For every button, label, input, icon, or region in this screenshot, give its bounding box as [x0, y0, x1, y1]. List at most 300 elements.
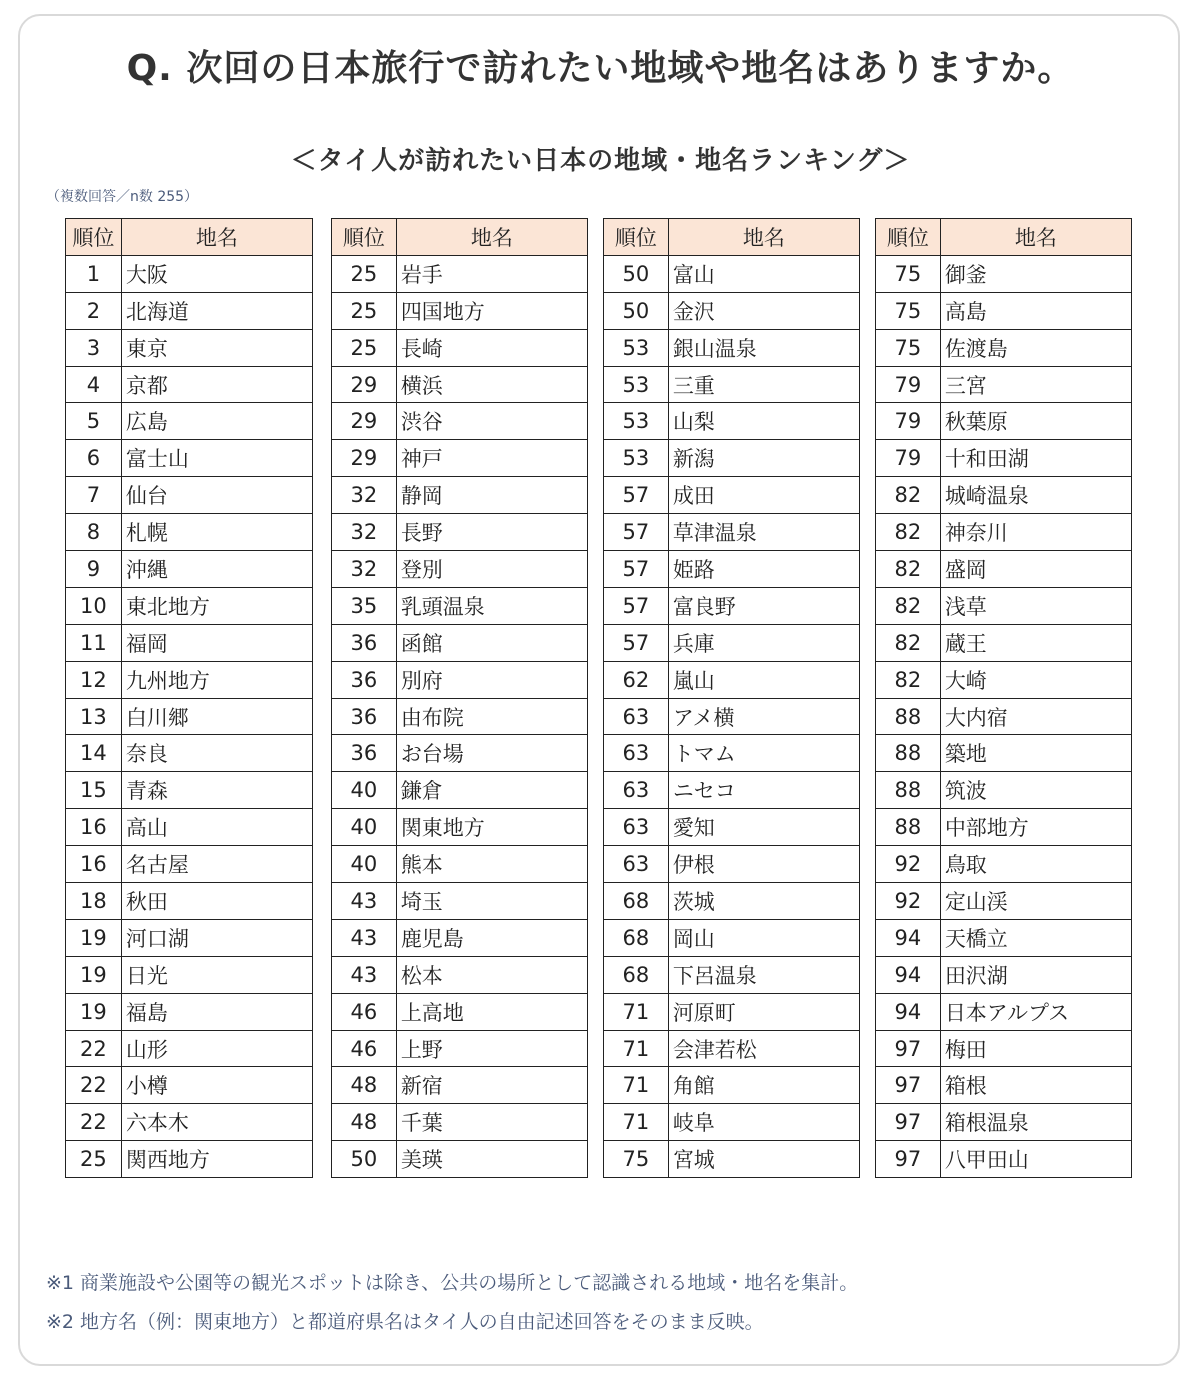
rank-cell: 75: [604, 1141, 669, 1178]
table-row: [604, 661, 860, 698]
table-row: [332, 919, 588, 956]
place-cell: 高山: [121, 809, 312, 846]
table-row: [332, 698, 588, 735]
rank-cell: 19: [66, 956, 122, 993]
place-cell: 神戸: [396, 440, 587, 477]
rank-cell: 53: [604, 403, 669, 440]
rank-cell: 63: [604, 846, 669, 883]
rank-cell: 71: [604, 993, 669, 1030]
rank-cell: 57: [604, 551, 669, 588]
table-row: [876, 329, 1132, 366]
table-row: [66, 919, 313, 956]
place-cell: 静岡: [396, 477, 587, 514]
place-cell: 嵐山: [668, 661, 859, 698]
table-row: [66, 624, 313, 661]
place-cell: 横浜: [396, 366, 587, 403]
table-row: [332, 772, 588, 809]
table-row: [604, 403, 860, 440]
table-row: [332, 292, 588, 329]
place-cell: 鳥取: [940, 846, 1131, 883]
place-cell: 銀山温泉: [668, 329, 859, 366]
table-row: [604, 551, 860, 588]
table-row: [876, 292, 1132, 329]
place-cell: 大内宿: [940, 698, 1131, 735]
rank-cell: 35: [332, 587, 397, 624]
rank-cell: 75: [876, 292, 941, 329]
place-cell: 鹿児島: [396, 919, 587, 956]
rank-cell: 29: [332, 440, 397, 477]
table-row: [66, 440, 313, 477]
place-cell: 四国地方: [396, 292, 587, 329]
rank-cell: 79: [876, 366, 941, 403]
place-cell: 草津温泉: [668, 514, 859, 551]
rank-cell: 68: [604, 956, 669, 993]
place-cell: 八甲田山: [940, 1141, 1131, 1178]
place-cell: 由布院: [396, 698, 587, 735]
rank-cell: 82: [876, 551, 941, 588]
place-cell: 松本: [396, 956, 587, 993]
table-row: [604, 292, 860, 329]
rank-cell: 36: [332, 624, 397, 661]
place-header: 地名: [121, 219, 312, 256]
rank-cell: 57: [604, 587, 669, 624]
ranking-table-3: [603, 218, 860, 1178]
place-cell: 河原町: [668, 993, 859, 1030]
table-row: [876, 698, 1132, 735]
table-row: [66, 587, 313, 624]
table-row: [66, 993, 313, 1030]
rank-cell: 1: [66, 255, 122, 292]
table-row: [332, 329, 588, 366]
rank-cell: 46: [332, 1030, 397, 1067]
rank-cell: 53: [604, 329, 669, 366]
table-row: [876, 440, 1132, 477]
place-cell: 名古屋: [121, 846, 312, 883]
place-cell: 大崎: [940, 661, 1131, 698]
place-cell: 高島: [940, 292, 1131, 329]
place-cell: 金沢: [668, 292, 859, 329]
table-row: [332, 661, 588, 698]
table-row: [332, 366, 588, 403]
rank-cell: 53: [604, 366, 669, 403]
rank-cell: 97: [876, 1030, 941, 1067]
table-row: [876, 551, 1132, 588]
rank-cell: 43: [332, 956, 397, 993]
place-cell: 東北地方: [121, 587, 312, 624]
place-cell: 会津若松: [668, 1030, 859, 1067]
place-cell: 関東地方: [396, 809, 587, 846]
place-cell: 河口湖: [121, 919, 312, 956]
place-cell: 築地: [940, 735, 1131, 772]
place-cell: 神奈川: [940, 514, 1131, 551]
rank-cell: 8: [66, 514, 122, 551]
rank-cell: 82: [876, 661, 941, 698]
rank-cell: 40: [332, 772, 397, 809]
rank-cell: 63: [604, 772, 669, 809]
table-row: [604, 846, 860, 883]
table-row: [66, 698, 313, 735]
table-row: [876, 1141, 1132, 1178]
table-row: [332, 255, 588, 292]
place-cell: 関西地方: [121, 1141, 312, 1178]
place-cell: 六本木: [121, 1104, 312, 1141]
place-cell: 長野: [396, 514, 587, 551]
place-cell: 御釜: [940, 255, 1131, 292]
rank-cell: 2: [66, 292, 122, 329]
rank-cell: 82: [876, 477, 941, 514]
place-cell: 角館: [668, 1067, 859, 1104]
place-cell: 仙台: [121, 477, 312, 514]
table-row: [66, 403, 313, 440]
place-cell: 茨城: [668, 883, 859, 920]
rank-header: 順位: [332, 219, 397, 256]
rank-cell: 50: [332, 1141, 397, 1178]
rank-cell: 25: [66, 1141, 122, 1178]
table-header-row: [332, 219, 588, 256]
table-row: [332, 1141, 588, 1178]
table-row: [66, 477, 313, 514]
place-cell: 九州地方: [121, 661, 312, 698]
rank-cell: 15: [66, 772, 122, 809]
table-row: [66, 883, 313, 920]
table-row: [876, 1067, 1132, 1104]
rank-cell: 48: [332, 1067, 397, 1104]
place-header: 地名: [668, 219, 859, 256]
footnote-1: ※1 商業施設や公園等の観光スポットは除き、公共の場所として認識される地域・地名を集計。: [46, 1272, 859, 1294]
place-cell: 岐阜: [668, 1104, 859, 1141]
place-cell: 箱根: [940, 1067, 1131, 1104]
table-row: [332, 514, 588, 551]
place-cell: 佐渡島: [940, 329, 1131, 366]
place-cell: 山梨: [668, 403, 859, 440]
place-cell: 兵庫: [668, 624, 859, 661]
rank-cell: 97: [876, 1104, 941, 1141]
place-cell: 上野: [396, 1030, 587, 1067]
table-row: [66, 809, 313, 846]
rank-cell: 18: [66, 883, 122, 920]
rank-cell: 94: [876, 993, 941, 1030]
rank-cell: 82: [876, 514, 941, 551]
table-row: [876, 661, 1132, 698]
place-cell: 小樽: [121, 1067, 312, 1104]
place-cell: 富良野: [668, 587, 859, 624]
rank-header: 順位: [66, 219, 122, 256]
rank-cell: 88: [876, 809, 941, 846]
place-cell: 山形: [121, 1030, 312, 1067]
table-header-row: [876, 219, 1132, 256]
place-cell: 天橋立: [940, 919, 1131, 956]
table-row: [604, 514, 860, 551]
rank-cell: 71: [604, 1104, 669, 1141]
rank-cell: 36: [332, 698, 397, 735]
table-row: [332, 551, 588, 588]
place-cell: 沖縄: [121, 551, 312, 588]
place-cell: 三宮: [940, 366, 1131, 403]
table-row: [332, 1067, 588, 1104]
rank-cell: 88: [876, 772, 941, 809]
table-row: [876, 956, 1132, 993]
rank-cell: 6: [66, 440, 122, 477]
rank-cell: 12: [66, 661, 122, 698]
rank-cell: 43: [332, 919, 397, 956]
table-row: [332, 883, 588, 920]
table-row: [604, 1067, 860, 1104]
place-cell: 大阪: [121, 255, 312, 292]
table-row: [332, 440, 588, 477]
rank-cell: 43: [332, 883, 397, 920]
rank-cell: 79: [876, 403, 941, 440]
table-row: [876, 624, 1132, 661]
place-cell: 乳頭温泉: [396, 587, 587, 624]
table-row: [66, 1141, 313, 1178]
rank-cell: 36: [332, 661, 397, 698]
table-row: [604, 698, 860, 735]
rank-cell: 57: [604, 624, 669, 661]
rank-cell: 36: [332, 735, 397, 772]
place-cell: 東京: [121, 329, 312, 366]
rank-cell: 82: [876, 587, 941, 624]
rank-cell: 63: [604, 698, 669, 735]
place-cell: 函館: [396, 624, 587, 661]
place-cell: 登別: [396, 551, 587, 588]
rank-cell: 46: [332, 993, 397, 1030]
table-row: [604, 735, 860, 772]
rank-cell: 92: [876, 846, 941, 883]
question-title: Q. 次回の日本旅行で訪れたい地域や地名はありますか。: [126, 48, 1075, 89]
place-cell: 日光: [121, 956, 312, 993]
place-cell: 渋谷: [396, 403, 587, 440]
table-row: [604, 440, 860, 477]
place-cell: 定山渓: [940, 883, 1131, 920]
rank-cell: 29: [332, 403, 397, 440]
place-cell: 日本アルプス: [940, 993, 1131, 1030]
place-cell: アメ横: [668, 698, 859, 735]
rank-cell: 68: [604, 919, 669, 956]
rank-cell: 57: [604, 477, 669, 514]
place-cell: 富山: [668, 255, 859, 292]
rank-cell: 53: [604, 440, 669, 477]
place-cell: 姫路: [668, 551, 859, 588]
place-cell: トマム: [668, 735, 859, 772]
place-cell: 愛知: [668, 809, 859, 846]
table-row: [876, 919, 1132, 956]
rank-cell: 7: [66, 477, 122, 514]
table-row: [332, 735, 588, 772]
rank-cell: 48: [332, 1104, 397, 1141]
table-row: [604, 1141, 860, 1178]
rank-cell: 71: [604, 1030, 669, 1067]
table-row: [66, 551, 313, 588]
place-cell: 長崎: [396, 329, 587, 366]
rank-cell: 25: [332, 292, 397, 329]
place-cell: 成田: [668, 477, 859, 514]
table-row: [604, 587, 860, 624]
table-row: [876, 255, 1132, 292]
rank-cell: 16: [66, 809, 122, 846]
table-row: [66, 366, 313, 403]
place-cell: 秋田: [121, 883, 312, 920]
rank-cell: 88: [876, 698, 941, 735]
rank-cell: 40: [332, 846, 397, 883]
rank-cell: 32: [332, 514, 397, 551]
place-cell: 盛岡: [940, 551, 1131, 588]
place-cell: 奈良: [121, 735, 312, 772]
table-row: [876, 809, 1132, 846]
place-cell: 新潟: [668, 440, 859, 477]
table-row: [66, 1104, 313, 1141]
place-cell: 別府: [396, 661, 587, 698]
table-row: [876, 514, 1132, 551]
table-row: [604, 993, 860, 1030]
table-row: [604, 366, 860, 403]
rank-cell: 68: [604, 883, 669, 920]
rank-cell: 63: [604, 809, 669, 846]
place-cell: お台場: [396, 735, 587, 772]
place-cell: 筑波: [940, 772, 1131, 809]
table-row: [66, 735, 313, 772]
table-row: [332, 993, 588, 1030]
table-row: [66, 956, 313, 993]
rank-cell: 75: [876, 255, 941, 292]
place-cell: 熊本: [396, 846, 587, 883]
rank-cell: 14: [66, 735, 122, 772]
ranking-table-2: [331, 218, 588, 1178]
table-row: [876, 993, 1132, 1030]
table-row: [604, 255, 860, 292]
place-header: 地名: [940, 219, 1131, 256]
table-row: [332, 1104, 588, 1141]
rank-cell: 10: [66, 587, 122, 624]
table-row: [876, 1030, 1132, 1067]
rank-cell: 63: [604, 735, 669, 772]
place-cell: ニセコ: [668, 772, 859, 809]
rank-cell: 97: [876, 1067, 941, 1104]
place-cell: 梅田: [940, 1030, 1131, 1067]
place-cell: 白川郷: [121, 698, 312, 735]
table-row: [66, 255, 313, 292]
table-row: [604, 1030, 860, 1067]
rank-cell: 82: [876, 624, 941, 661]
table-row: [332, 624, 588, 661]
place-cell: 三重: [668, 366, 859, 403]
rank-cell: 50: [604, 292, 669, 329]
rank-cell: 32: [332, 477, 397, 514]
place-cell: 浅草: [940, 587, 1131, 624]
table-row: [876, 735, 1132, 772]
ranking-table-1: [65, 218, 313, 1178]
ranking-table-4: [875, 218, 1132, 1178]
rank-cell: 5: [66, 403, 122, 440]
table-row: [604, 919, 860, 956]
place-cell: 鎌倉: [396, 772, 587, 809]
rank-cell: 88: [876, 735, 941, 772]
place-cell: 新宿: [396, 1067, 587, 1104]
rank-cell: 62: [604, 661, 669, 698]
place-cell: 北海道: [121, 292, 312, 329]
place-cell: 中部地方: [940, 809, 1131, 846]
table-row: [876, 477, 1132, 514]
table-row: [604, 809, 860, 846]
rank-cell: 71: [604, 1067, 669, 1104]
place-cell: 岩手: [396, 255, 587, 292]
table-row: [876, 772, 1132, 809]
table-row: [876, 403, 1132, 440]
rank-header: 順位: [876, 219, 941, 256]
place-cell: 広島: [121, 403, 312, 440]
table-row: [604, 956, 860, 993]
table-row: [604, 772, 860, 809]
table-row: [604, 883, 860, 920]
place-cell: 福岡: [121, 624, 312, 661]
rank-cell: 22: [66, 1104, 122, 1141]
place-cell: 箱根温泉: [940, 1104, 1131, 1141]
rank-header: 順位: [604, 219, 669, 256]
rank-cell: 4: [66, 366, 122, 403]
rank-cell: 50: [604, 255, 669, 292]
place-cell: 城崎温泉: [940, 477, 1131, 514]
table-row: [604, 624, 860, 661]
table-row: [876, 883, 1132, 920]
place-cell: 美瑛: [396, 1141, 587, 1178]
place-cell: 青森: [121, 772, 312, 809]
place-cell: 岡山: [668, 919, 859, 956]
place-cell: 伊根: [668, 846, 859, 883]
place-cell: 宮城: [668, 1141, 859, 1178]
place-cell: 京都: [121, 366, 312, 403]
rank-cell: 97: [876, 1141, 941, 1178]
rank-cell: 22: [66, 1067, 122, 1104]
place-cell: 上高地: [396, 993, 587, 1030]
table-row: [66, 292, 313, 329]
place-cell: 千葉: [396, 1104, 587, 1141]
table-row: [604, 329, 860, 366]
place-header: 地名: [396, 219, 587, 256]
table-row: [66, 661, 313, 698]
rank-cell: 29: [332, 366, 397, 403]
rank-cell: 57: [604, 514, 669, 551]
place-cell: 埼玉: [396, 883, 587, 920]
rank-cell: 16: [66, 846, 122, 883]
table-row: [876, 587, 1132, 624]
table-row: [332, 403, 588, 440]
place-cell: 福島: [121, 993, 312, 1030]
rank-cell: 75: [876, 329, 941, 366]
table-row: [876, 846, 1132, 883]
table-row: [332, 587, 588, 624]
place-cell: 十和田湖: [940, 440, 1131, 477]
table-row: [604, 1104, 860, 1141]
table-row: [604, 477, 860, 514]
table-row: [66, 1030, 313, 1067]
table-row: [66, 846, 313, 883]
rank-cell: 79: [876, 440, 941, 477]
table-row: [332, 477, 588, 514]
table-row: [332, 809, 588, 846]
table-row: [876, 1104, 1132, 1141]
footnote-2: ※2 地方名（例：関東地方）と都道府県名はタイ人の自由記述回答をそのまま反映。: [46, 1311, 764, 1333]
sample-size-note: （複数回答／n数 255）: [46, 189, 199, 205]
table-row: [876, 366, 1132, 403]
place-cell: 秋葉原: [940, 403, 1131, 440]
rank-cell: 40: [332, 809, 397, 846]
table-row: [332, 846, 588, 883]
table-row: [66, 772, 313, 809]
place-cell: 富士山: [121, 440, 312, 477]
table-row: [66, 329, 313, 366]
place-cell: 田沢湖: [940, 956, 1131, 993]
rank-cell: 19: [66, 993, 122, 1030]
rank-cell: 11: [66, 624, 122, 661]
